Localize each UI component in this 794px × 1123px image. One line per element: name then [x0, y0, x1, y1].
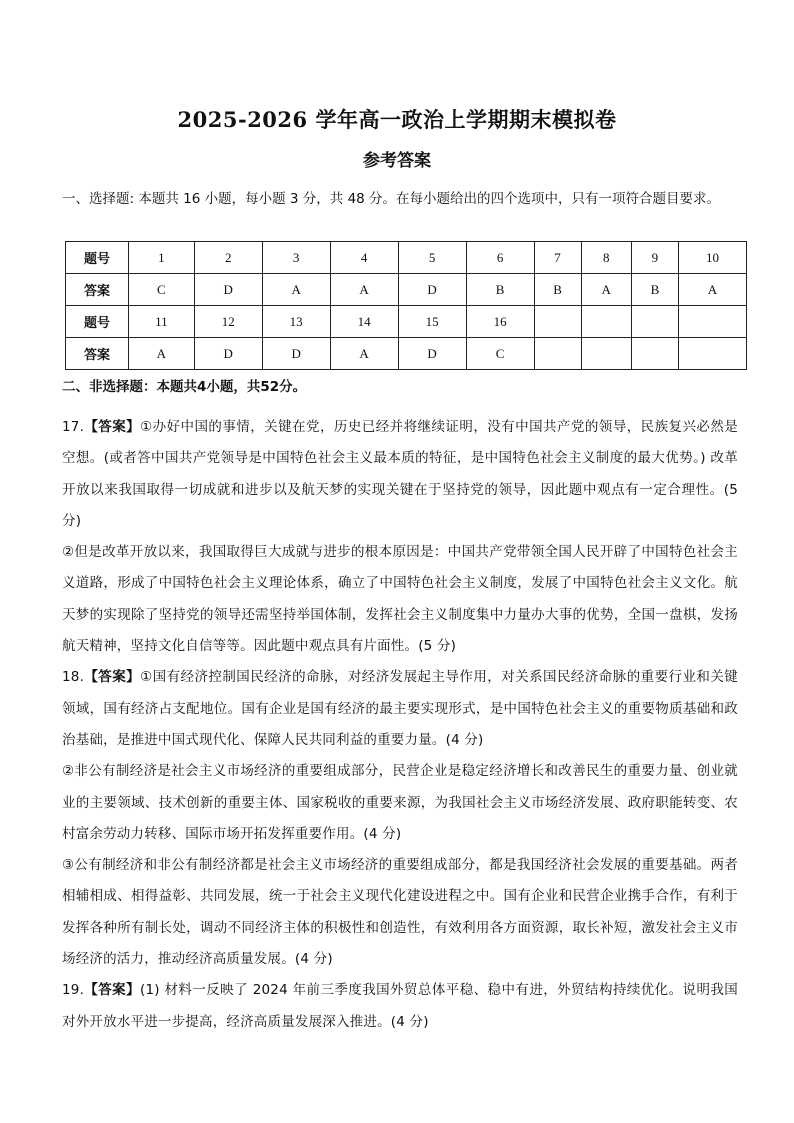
table-cell: A	[678, 274, 746, 306]
answer-paragraph	[62, 975, 738, 1038]
section-choice-intro: 一、选择题: 本题共 16 小题，每小题 3 分，共 48 分。在每小题给出的四个选项中，只有一项符合题目要求。	[62, 191, 721, 207]
table-cell: 9	[631, 242, 678, 274]
table-cell	[581, 338, 631, 370]
table-cell: 15	[398, 306, 466, 338]
answer-paragraph	[62, 412, 738, 537]
row-header: 答案	[66, 338, 129, 370]
table-cell: A	[330, 274, 398, 306]
table-cell: 6	[466, 242, 534, 274]
question-number: 18.	[62, 669, 85, 686]
answer-tag: 【答案】	[84, 669, 141, 686]
question-number: 17.	[62, 419, 85, 435]
table-cell	[581, 306, 631, 338]
table-row	[66, 274, 747, 306]
table-row	[66, 242, 747, 274]
table-cell	[534, 306, 581, 338]
answer-paragraph	[62, 662, 738, 756]
answer-text: (1) 材料一反映了 2024 年前三季度我国外贸总体平稳、稳中有进，外贸结构持续优化。说明我国对外开放水平进一步提高，经济高质量发展深入推进。(4 分)	[62, 982, 738, 1030]
table-cell: B	[534, 274, 581, 306]
table-cell: 16	[466, 306, 534, 338]
answer-tag: 【答案】	[84, 982, 141, 999]
table-cell	[631, 306, 678, 338]
table-cell: A	[129, 338, 195, 370]
table-cell: 7	[534, 242, 581, 274]
answer-paragraph	[62, 537, 738, 662]
table-cell: 10	[678, 242, 746, 274]
table-cell: 12	[194, 306, 262, 338]
table-cell: C	[466, 338, 534, 370]
section-nonchoice-intro: 二、非选择题：本题共4小题，共52分。	[62, 379, 307, 395]
table-cell: C	[129, 274, 195, 306]
answer-tag: 【答案】	[84, 419, 141, 435]
table-cell: D	[398, 274, 466, 306]
table-cell: 5	[398, 242, 466, 274]
row-header: 题号	[66, 242, 129, 274]
table-cell: A	[262, 274, 330, 306]
table-cell	[678, 306, 746, 338]
table-cell: A	[330, 338, 398, 370]
answer-text: ③公有制经济和非公有制经济都是社会主义市场经济的重要组成部分，都是我国经济社会发展的重要基础。两者相辅相成、相得益彰、共同发展，统一于社会主义现代化建设进程之中。国有企业和民营企业携手合作，有利于发挥各种所有制长处，调动不同经济主体的积极性和创造性，有效利用各方面资源，取长补短，激发社会主义市场经济的活力，推动经济高质量发展。(4 分)	[62, 857, 738, 968]
table-cell: 1	[129, 242, 195, 274]
table-cell: 14	[330, 306, 398, 338]
table-cell: B	[466, 274, 534, 306]
answer-text: ②非公有制经济是社会主义市场经济的重要组成部分，民营企业是稳定经济增长和改善民生的重要力量、创业就业的主要领域、技术创新的重要主体、国家税收的重要来源，为我国社会主义市场经济发展、政府职能转变、农村富余劳动力转移、国际市场开拓发挥重要作用。(4 分)	[62, 763, 738, 842]
question-number: 19.	[62, 982, 85, 999]
answer-paragraph	[62, 756, 738, 850]
answer-paragraph	[62, 850, 738, 975]
table-cell: 2	[194, 242, 262, 274]
table-cell: 4	[330, 242, 398, 274]
table-cell: D	[194, 338, 262, 370]
table-cell: D	[398, 338, 466, 370]
answer-table	[65, 241, 747, 370]
table-cell: B	[631, 274, 678, 306]
table-row	[66, 338, 747, 370]
table-cell	[631, 338, 678, 370]
row-header: 答案	[66, 274, 129, 306]
table-cell	[678, 338, 746, 370]
table-row	[66, 306, 747, 338]
answer-text: ①国有经济控制国民经济的命脉，对经济发展起主导作用，对关系国民经济命脉的重要行业和关键领域，国有经济占支配地位。国有企业是国有经济的最主要实现形式，是中国特色社会主义的重要物质基础和政治基础，是推进中国式现代化、保障人民共同利益的重要力量。(4 分)	[62, 669, 738, 748]
row-header: 题号	[66, 306, 129, 338]
table-cell: 8	[581, 242, 631, 274]
answer-text: ②但是改革开放以来，我国取得巨大成就与进步的根本原因是：中国共产党带领全国人民开辟了中国特色社会主义道路，形成了中国特色社会主义理论体系，确立了中国特色社会主义制度，发展了中国特色社会主义文化。航天梦的实现除了坚持党的领导还需坚持举国体制，发挥社会主义制度集中力量办大事的优势，全国一盘棋，发扬航天精神，坚持文化自信等等。因此题中观点具有片面性。(5 分)	[62, 544, 738, 655]
table-cell: 13	[262, 306, 330, 338]
table-cell: 3	[262, 242, 330, 274]
table-cell: 11	[129, 306, 195, 338]
table-cell: D	[194, 274, 262, 306]
document-subtitle: 参考答案	[363, 151, 431, 171]
table-cell: A	[581, 274, 631, 306]
answers-body	[62, 412, 738, 1038]
table-cell: D	[262, 338, 330, 370]
answer-text: ①办好中国的事情，关键在党，历史已经并将继续证明，没有中国共产党的领导，民族复兴必然是空想。(或者答中国共产党领导是中国特色社会主义最本质的特征，是中国特色社会主义制度的最大优势。) 改革开放以来我国取得一切成就和进步以及航天梦的实现关键在于坚持党的领导，因此题中观点有一定合理性。(5 分)	[62, 419, 738, 529]
table-cell	[534, 338, 581, 370]
document-title: 2025-2026 学年高一政治上学期期末模拟卷	[177, 107, 617, 132]
